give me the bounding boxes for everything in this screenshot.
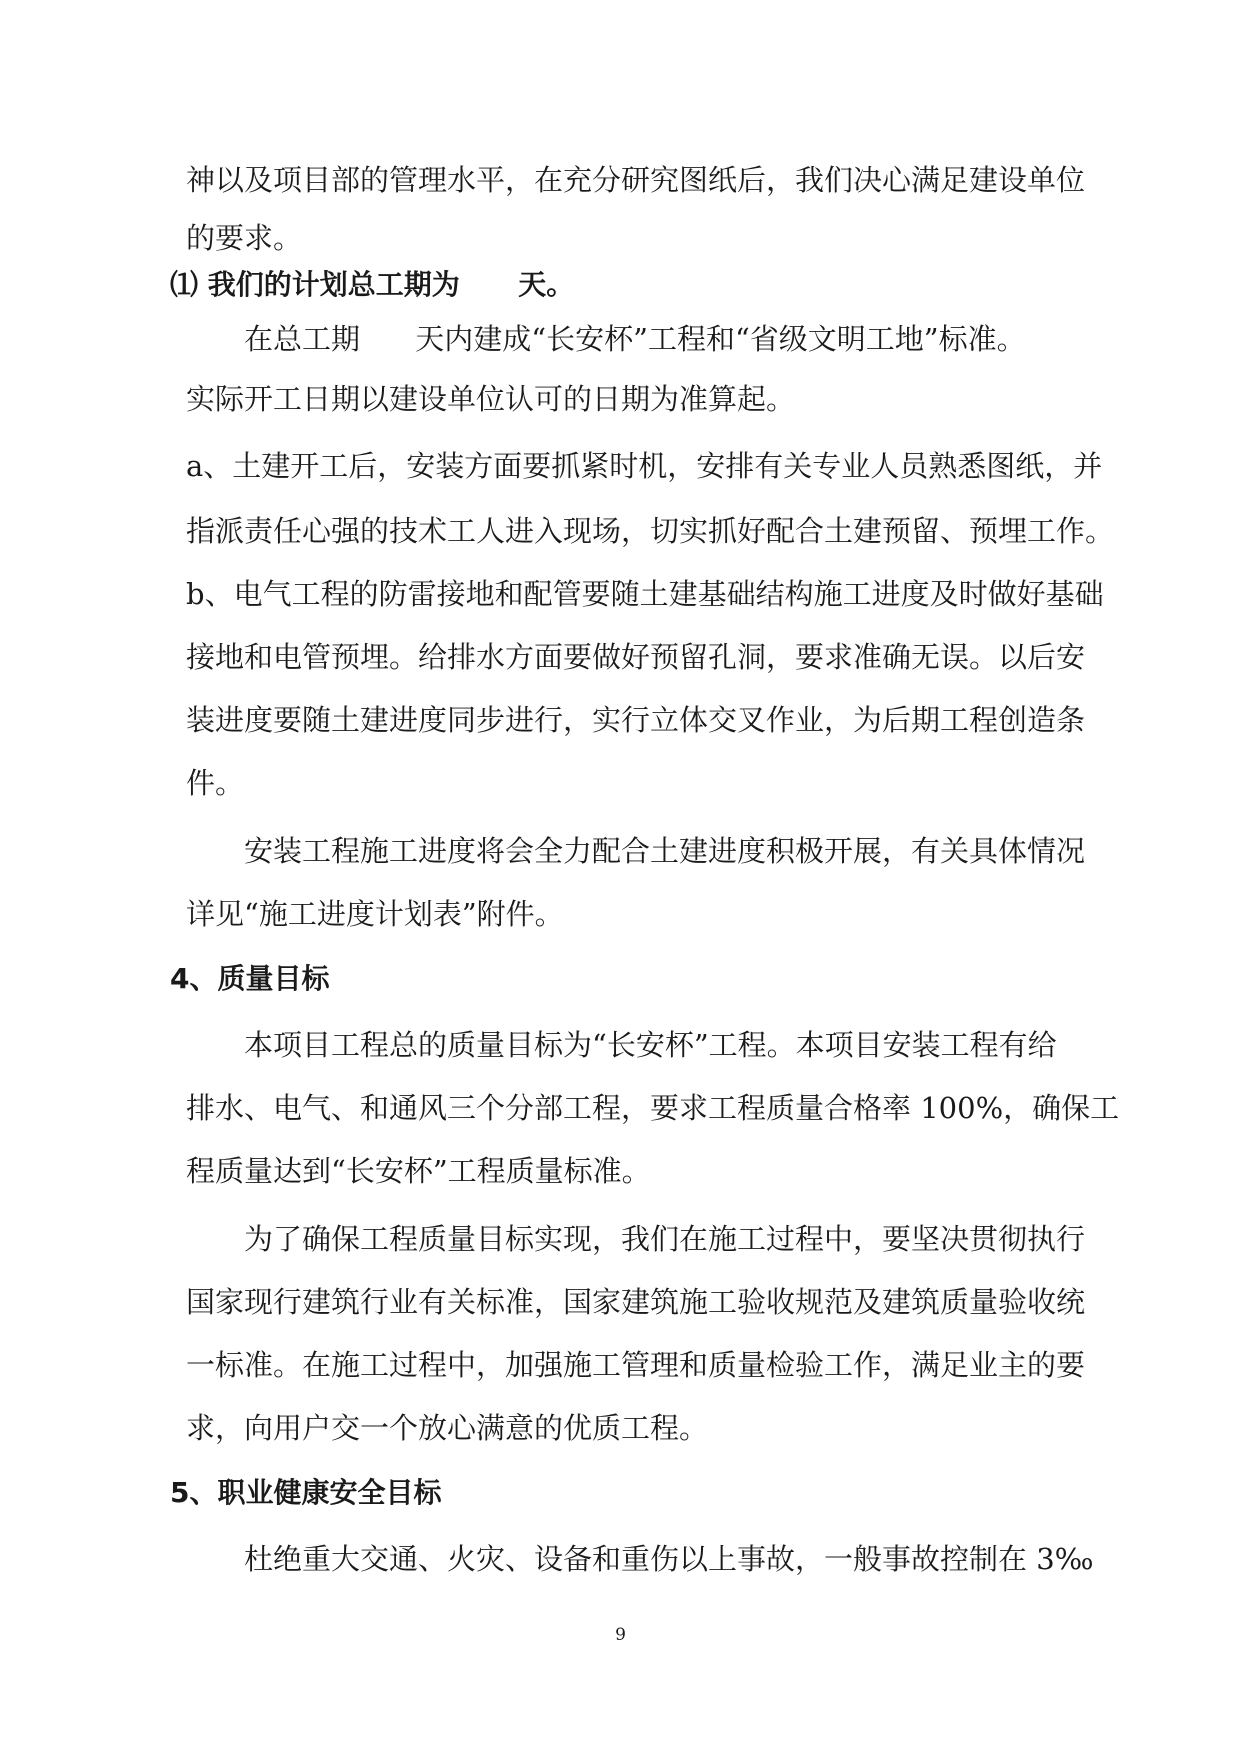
page-number: 9 <box>615 1625 626 1645</box>
body-line: 实际开工日期以建设单位认可的日期为准算起。 <box>186 382 796 416</box>
body-line: 为了确保工程质量目标实现，我们在施工过程中，要坚决贯彻执行 <box>244 1222 1086 1256</box>
body-line: 件。 <box>186 766 245 800</box>
body-line: 装进度要随土建进度同步进行，实行立体交叉作业，为后期工程创造条 <box>186 703 1086 737</box>
body-line: 杜绝重大交通、火灾、设备和重伤以上事故，一般事故控制在 3‰ <box>244 1542 1094 1576</box>
body-line: 求，向用户交一个放心满意的优质工程。 <box>186 1411 709 1445</box>
body-line: 的要求。 <box>186 221 303 255</box>
body-line: a、土建开工后，安装方面要抓紧时机，安排有关专业人员熟悉图纸，并 <box>186 449 1103 483</box>
section-heading-schedule: ⑴ 我们的计划总工期为 天。 <box>170 268 575 301</box>
section-heading-safety: 5、职业健康安全目标 <box>170 1476 442 1509</box>
body-line: 程质量达到“长安杯”工程质量标准。 <box>186 1154 651 1188</box>
section-heading-quality: 4、质量目标 <box>170 962 330 995</box>
body-line: 本项目工程总的质量目标为“长安杯”工程。本项目安装工程有给 <box>244 1028 1057 1062</box>
body-line: 详见“施工进度计划表”附件。 <box>186 897 564 931</box>
body-line: 一标准。在施工过程中，加强施工管理和质量检验工作，满足业主的要 <box>186 1348 1086 1382</box>
body-line: 神以及项目部的管理水平，在充分研究图纸后，我们决心满足建设单位 <box>186 163 1086 197</box>
body-line: 在总工期 天内建成“长安杯”工程和“省级文明工地”标准。 <box>244 322 1026 356</box>
body-line: 排水、电气、和通风三个分部工程，要求工程质量合格率 100%，确保工 <box>186 1091 1120 1125</box>
body-line: 指派责任心强的技术工人进入现场，切实抓好配合土建预留、预埋工作。 <box>186 514 1115 548</box>
body-line: b、电气工程的防雷接地和配管要随土建基础结构施工进度及时做好基础 <box>186 577 1104 611</box>
body-line: 国家现行建筑行业有关标准，国家建筑施工验收规范及建筑质量验收统 <box>186 1285 1086 1319</box>
body-line: 安装工程施工进度将会全力配合土建进度积极开展，有关具体情况 <box>244 834 1086 868</box>
body-line: 接地和电管预埋。给排水方面要做好预留孔洞，要求准确无误。以后安 <box>186 640 1086 674</box>
